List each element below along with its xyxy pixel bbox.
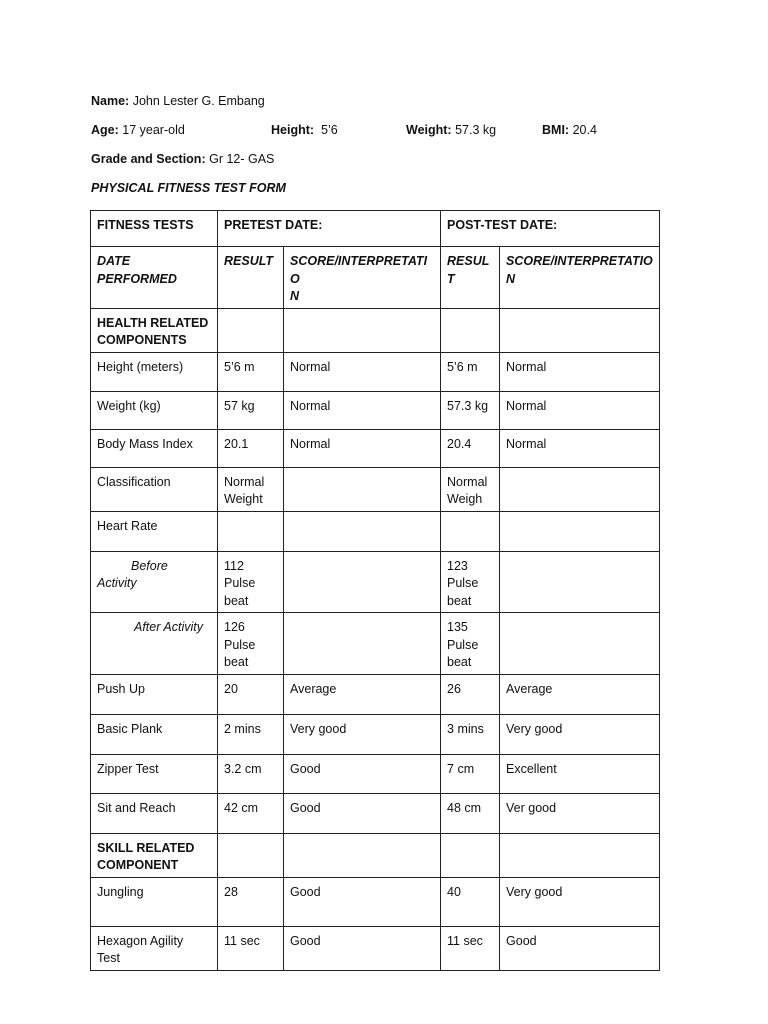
post-result-line1: Normal [447,474,488,489]
pre-result [218,467,284,511]
empty-cell [500,833,660,877]
post-line3: beat [447,593,472,608]
header-pretest-date: PRETEST DATE: [218,211,441,247]
post-score: Average [500,674,660,714]
post-score: Good [500,926,660,970]
row-label: Basic Plank [91,714,218,754]
pre-score: Good [284,793,441,833]
pre-score: Normal [284,429,441,467]
subheader-result-post: RESULT [441,247,500,309]
table-row-weight [91,391,660,429]
bmi-line [542,123,597,137]
post-result: 11 sec [441,926,500,970]
post-score: Excellent [500,754,660,793]
pre-score: Good [284,754,441,793]
weight-value: 57.3 kg [455,123,497,137]
post-score: Very good [500,877,660,926]
section-health-row [91,308,660,352]
pre-score: Good [284,877,441,926]
age-line [91,123,185,137]
row-label: Jungling [91,877,218,926]
pre-line2: Pulse [224,576,256,590]
pre-line1: 112 [224,558,244,573]
table-row-after-activity [91,613,660,675]
subheader-score-post: SCORE/INTERPRETATION [500,247,660,309]
post-line1: 123 [447,558,468,573]
post-line2: Pulse [447,576,479,590]
table-row-hexagon-agility [91,926,660,970]
empty-cell [284,467,441,511]
pre-score: Normal [284,352,441,391]
empty-cell [500,511,660,551]
subheader-score-pre [284,247,441,309]
pre-score: Normal [284,391,441,429]
empty-cell [284,511,441,551]
row-label: Zipper Test [91,754,218,793]
header-posttest-date: POST-TEST DATE: [441,211,660,247]
row-label-text: After Activity [134,620,203,634]
pre-score: Good [284,926,441,970]
row-label-line2: Test [97,951,120,965]
empty-cell [441,308,500,352]
post-score: Ver good [500,793,660,833]
grade-value: Gr 12- GAS [209,152,275,166]
row-label: Classification [91,467,218,511]
empty-cell [500,551,660,613]
form-title: PHYSICAL FITNESS TEST FORM [91,181,286,195]
row-label-line2: Activity [97,576,137,590]
post-line3: beat [447,655,472,669]
empty-cell [441,833,500,877]
post-result: 3 mins [441,714,500,754]
row-label: Push Up [91,674,218,714]
empty-cell [500,613,660,675]
empty-cell [218,833,284,877]
empty-cell [284,551,441,613]
row-label-line1: Before [131,558,168,573]
post-score: Normal [500,352,660,391]
pre-line2: Pulse [224,637,256,652]
pre-result: 11 sec [218,926,284,970]
row-label [91,613,218,675]
header-fitness-tests: FITNESS TESTS [91,211,218,247]
subheader-score-pre-line2: N [290,289,300,303]
table-row-before-activity [91,551,660,613]
empty-cell [218,308,284,352]
empty-cell [441,511,500,551]
pre-result [218,613,284,675]
grade-line [91,152,274,166]
empty-cell [218,511,284,551]
pre-result: 28 [218,877,284,926]
name-line [91,94,265,108]
post-result [441,551,500,613]
bmi-value: 20.4 [572,123,597,137]
pre-result [218,551,284,613]
subheader-result-pre: RESULT [218,247,284,309]
section-skill-row [91,833,660,877]
section-skill-line1: SKILL RELATED [97,840,195,855]
pre-result: 20.1 [218,429,284,467]
table-subheader-row [91,247,660,309]
weight-label: Weight: [406,123,452,137]
table-row-height [91,352,660,391]
section-health-line2: COMPONENTS [97,333,187,347]
post-result: 40 [441,877,500,926]
pre-result-line1: Normal [224,474,265,489]
name-value: John Lester G. Embang [132,94,265,108]
pre-result: 3.2 cm [218,754,284,793]
pre-result: 2 mins [218,714,284,754]
name-label: Name: [91,94,130,108]
row-label [91,926,218,970]
post-line1: 135 [447,620,468,634]
row-label: Body Mass Index [91,429,218,467]
pre-result: 57 kg [218,391,284,429]
empty-cell [500,467,660,511]
post-score: Normal [500,391,660,429]
pre-result-line2: Weight [224,492,263,506]
age-label: Age: [91,123,119,137]
subheader-score-pre-line1: SCORE/INTERPRETATIO [290,254,428,286]
section-health-label [91,308,218,352]
row-label: Weight (kg) [91,391,218,429]
grade-label: Grade and Section: [91,152,206,166]
subheader-date-performed: DATE PERFORMED [91,247,218,309]
table-row-sit-and-reach [91,793,660,833]
height-line [271,123,338,137]
pre-result: 5’6 m [218,352,284,391]
height-label: Height: [271,123,315,137]
pre-line3: beat [224,593,249,608]
table-row-jungling [91,877,660,926]
section-skill-line2: COMPONENT [97,858,179,872]
row-label: Sit and Reach [91,793,218,833]
post-result: 57.3 kg [441,391,500,429]
empty-cell [500,308,660,352]
post-result: 48 cm [441,793,500,833]
row-label: Heart Rate [91,511,218,551]
table-row-classification [91,467,660,511]
table-row-zipper-test [91,754,660,793]
pre-result: 42 cm [218,793,284,833]
empty-cell [284,308,441,352]
post-result [441,467,500,511]
pre-score: Average [284,674,441,714]
section-health-line1: HEALTH RELATED [97,315,209,330]
bmi-label: BMI: [542,123,570,137]
pre-line3: beat [224,655,249,669]
fitness-test-table [90,210,660,971]
post-result [441,613,500,675]
empty-cell [284,613,441,675]
row-label-line1: Hexagon Agility [97,933,184,948]
table-row-bmi [91,429,660,467]
height-value: 5’6 [321,123,338,137]
empty-cell [284,833,441,877]
table-row-basic-plank [91,714,660,754]
row-label [91,551,218,613]
table-row-heart-rate [91,511,660,551]
post-result: 5’6 m [441,352,500,391]
row-label: Height (meters) [91,352,218,391]
pre-result: 20 [218,674,284,714]
post-score: Very good [500,714,660,754]
table-row-push-up [91,674,660,714]
weight-line [406,123,496,137]
pre-line1: 126 [224,620,245,634]
table-header-row [91,211,660,247]
age-value: 17 year-old [122,123,185,137]
post-score: Normal [500,429,660,467]
post-result-line2: Weigh [447,492,483,506]
pre-score: Very good [284,714,441,754]
post-result: 26 [441,674,500,714]
post-line2: Pulse [447,637,479,652]
post-result: 20.4 [441,429,500,467]
section-skill-label [91,833,218,877]
post-result: 7 cm [441,754,500,793]
